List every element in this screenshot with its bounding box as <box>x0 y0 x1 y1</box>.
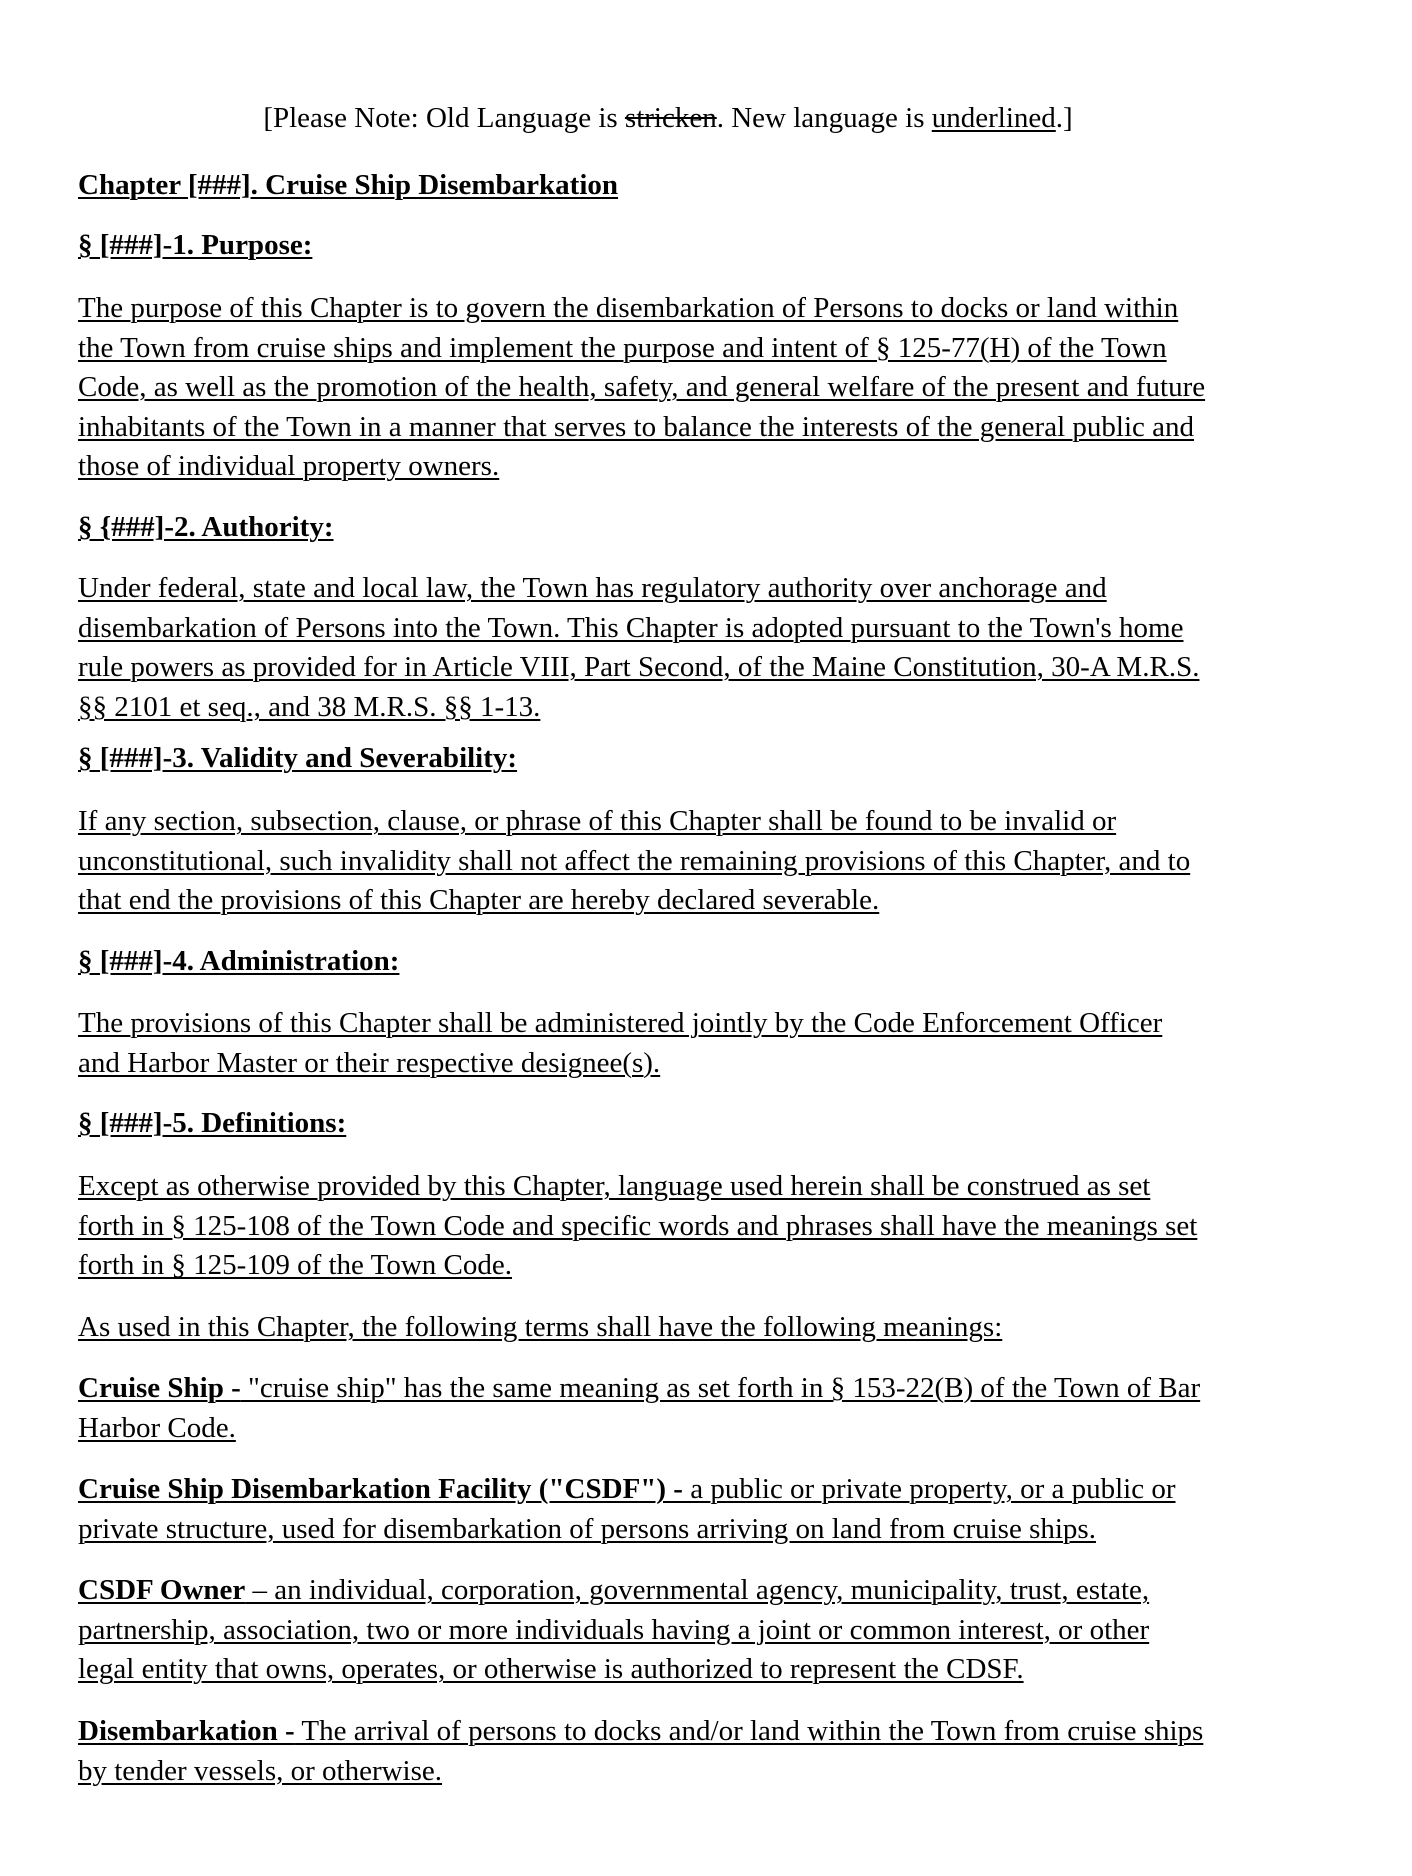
text-line: Under federal, state and local law, the Town has regulatory authority over anchorage and <box>78 572 1107 604</box>
section-heading-definitions: § [###]-5. Definitions: <box>78 1107 347 1139</box>
section-body-validity <box>78 802 1340 921</box>
text-line <box>78 1369 1340 1409</box>
text-line: those of individual property owners. <box>78 450 500 483</box>
section-heading-purpose: § [###]-1. Purpose: <box>78 229 313 261</box>
definition-text: "cruise ship" has the same meaning as set forth in § 153-22(B) of the Town of Bar <box>240 1372 1201 1404</box>
definition-term: Cruise Ship Disembarkation Facility ("CSDF") - <box>78 1473 683 1505</box>
text-line: inhabitants of the Town in a manner that serves to balance the interests of the general public and <box>78 410 1194 443</box>
editing-note <box>78 100 1258 136</box>
text-line <box>78 1470 1340 1510</box>
chapter-title: Chapter [###]. Cruise Ship Disembarkation <box>78 169 619 201</box>
text-line <box>78 1571 1340 1611</box>
text-line: Code, as well as the promotion of the health, safety, and general welfare of the present and future <box>78 371 1206 404</box>
text-line: §§ 2101 et seq., and 38 M.R.S. §§ 1-13. <box>78 690 541 723</box>
definition-text: – an individual, corporation, governmental agency, municipality, trust, estate, <box>245 1574 1150 1606</box>
text-line: legal entity that owns, operates, or otherwise is authorized to represent the CDSF. <box>78 1653 1024 1686</box>
text-line: Harbor Code. <box>78 1411 236 1444</box>
text-line: forth in § 125-108 of the Town Code and specific words and phrases shall have the meanings set <box>78 1209 1198 1242</box>
note-suffix: .] <box>1055 102 1073 134</box>
note-underlined-word: underlined <box>931 102 1056 134</box>
text-line: the Town from cruise ships and implement the purpose and intent of § 125-77(H) of the Town <box>78 331 1167 364</box>
text-line: disembarkation of Persons into the Town. This Chapter is adopted pursuant to the Town's home <box>78 611 1184 644</box>
section-heading-validity: § [###]-3. Validity and Severability: <box>78 742 518 774</box>
text-line: forth in § 125-109 of the Town Code. <box>78 1249 512 1282</box>
section-body-authority <box>78 569 1340 727</box>
text-line: by tender vessels, or otherwise. <box>78 1754 443 1787</box>
definition-csdf-owner <box>78 1571 1340 1690</box>
section-heading-authority: § {###]-2. Authority: <box>78 511 334 543</box>
text-line: rule powers as provided for in Article VIII, Part Second, of the Maine Constitution, 30-A M.R.S. <box>78 651 1200 684</box>
definition-csdf <box>78 1470 1340 1549</box>
text-line: private structure, used for disembarkation of persons arriving on land from cruise ships. <box>78 1512 1096 1545</box>
text-line: The provisions of this Chapter shall be administered jointly by the Code Enforcement Officer <box>78 1007 1163 1039</box>
definition-term: CSDF Owner <box>78 1574 246 1606</box>
section-body-purpose <box>78 289 1340 487</box>
definition-text: The arrival of persons to docks and/or land within the Town from cruise ships <box>294 1715 1204 1747</box>
text-line: Except as otherwise provided by this Chapter, language used herein shall be construed as set <box>78 1170 1151 1202</box>
section-body-definitions <box>78 1167 1340 1286</box>
text-line: partnership, association, two or more individuals having a joint or common interest, or other <box>78 1613 1150 1646</box>
text-line <box>78 1712 1340 1752</box>
definitions-intro: As used in this Chapter, the following terms shall have the following meanings: <box>78 1311 1003 1343</box>
text-line: The purpose of this Chapter is to govern the disembarkation of Persons to docks or land within <box>78 292 1179 324</box>
text-line: If any section, subsection, clause, or phrase of this Chapter shall be found to be invalid or <box>78 805 1117 837</box>
definition-disembarkation <box>78 1712 1340 1791</box>
section-body-administration <box>78 1004 1340 1083</box>
text-line: that end the provisions of this Chapter are hereby declared severable. <box>78 884 880 917</box>
definition-cruise-ship <box>78 1369 1340 1448</box>
note-middle: . New language is <box>716 102 932 134</box>
section-heading-administration: § [###]-4. Administration: <box>78 945 400 977</box>
text-line: and Harbor Master or their respective designee(s). <box>78 1046 661 1079</box>
note-prefix: [Please Note: Old Language is <box>263 102 625 134</box>
definition-text: a public or private property, or a public or <box>682 1473 1176 1505</box>
definition-term: Disembarkation - <box>78 1715 295 1747</box>
definition-term: Cruise Ship - <box>78 1372 241 1404</box>
note-stricken-word: stricken <box>624 102 717 134</box>
text-line: unconstitutional, such invalidity shall not affect the remaining provisions of this Chapter, and to <box>78 844 1191 877</box>
